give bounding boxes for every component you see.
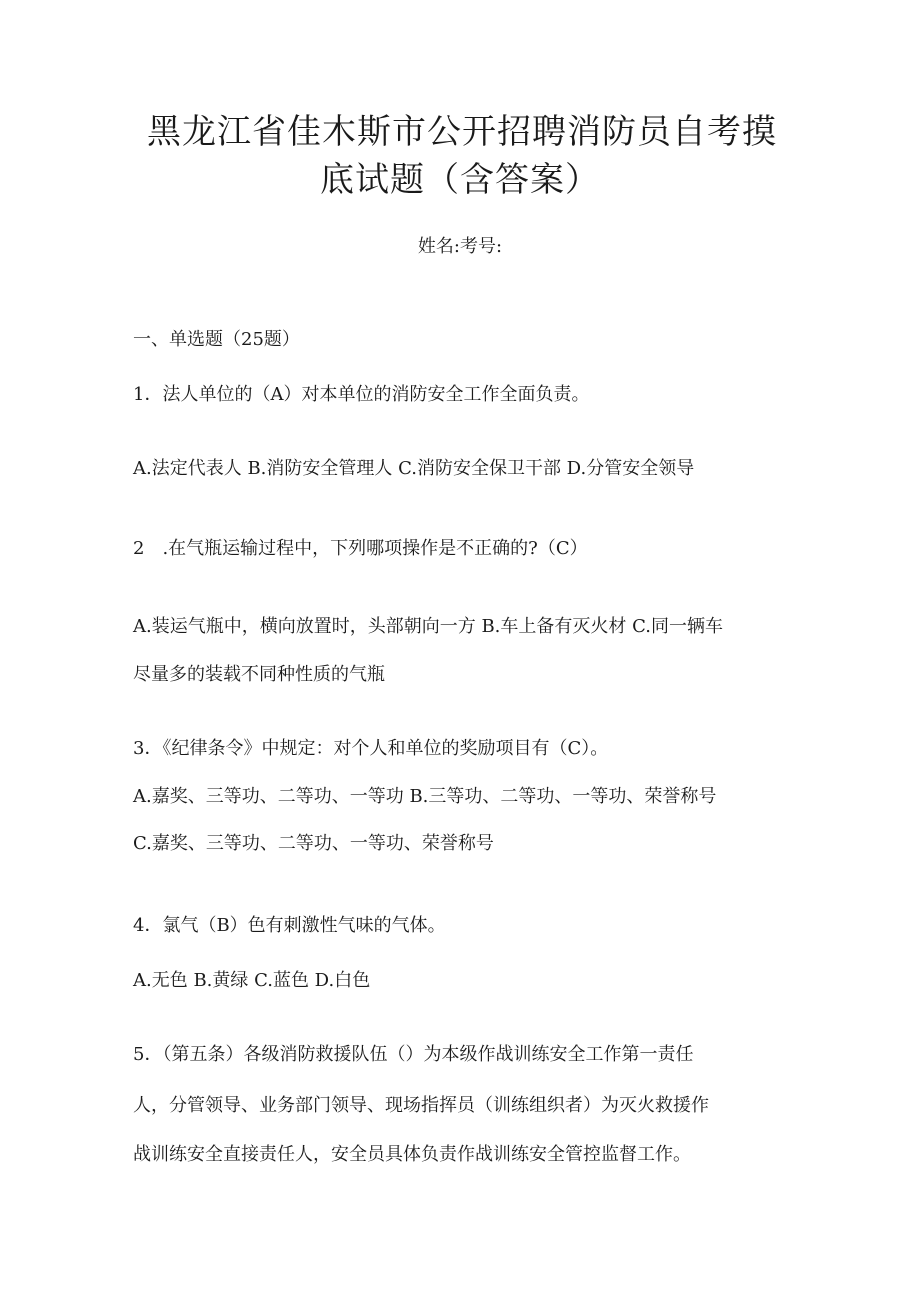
section-heading: 一、单选题（25题） xyxy=(133,329,300,350)
question-5-stem-line-1: 5．（第五条）各级消防救援队伍（）为本级作战训练安全工作第一责任 xyxy=(133,1044,694,1065)
question-1-options: A.法定代表人 B.消防安全管理人 C.消防安全保卫干部 D.分管安全领导 xyxy=(133,458,695,479)
question-4-stem: 4．氯气（B）色有刺激性气味的气体。 xyxy=(133,915,446,936)
document-title-line-1: 黑龙江省佳木斯市公开招聘消防员自考摸 xyxy=(147,112,777,152)
question-5-stem-line-3: 战训练安全直接责任人，安全员具体负责作战训练安全管控监督工作。 xyxy=(133,1144,691,1165)
name-and-exam-number-line: 姓名:考号: xyxy=(417,236,503,257)
question-2-options-line-2: 尽量多的装载不同种性质的气瓶 xyxy=(133,664,385,685)
question-2-stem: 2 .在气瓶运输过程中，下列哪项操作是不正确的?（C） xyxy=(133,538,588,559)
document-title-line-2: 底试题（含答案） xyxy=(320,160,600,200)
question-4-options: A.无色 B.黄绿 C.蓝色 D.白色 xyxy=(133,970,371,991)
question-3-options-line-2: C.嘉奖、三等功、二等功、一等功、荣誉称号 xyxy=(133,833,494,854)
question-5-stem-line-2: 人，分管领导、业务部门领导、现场指挥员（训练组织者）为灭火救援作 xyxy=(133,1095,709,1116)
question-3-stem: 3．《纪律条令》中规定：对个人和单位的奖励项目有（C）。 xyxy=(133,738,609,759)
question-2-options-line-1: A.装运气瓶中，横向放置时，头部朝向一方 B.车上备有灭火材 C.同一辆车 xyxy=(133,616,723,637)
question-1-stem: 1．法人单位的（A）对本单位的消防安全工作全面负责。 xyxy=(133,384,590,405)
question-3-options-line-1: A.嘉奖、三等功、二等功、一等功 B.三等功、二等功、一等功、荣誉称号 xyxy=(133,786,717,807)
